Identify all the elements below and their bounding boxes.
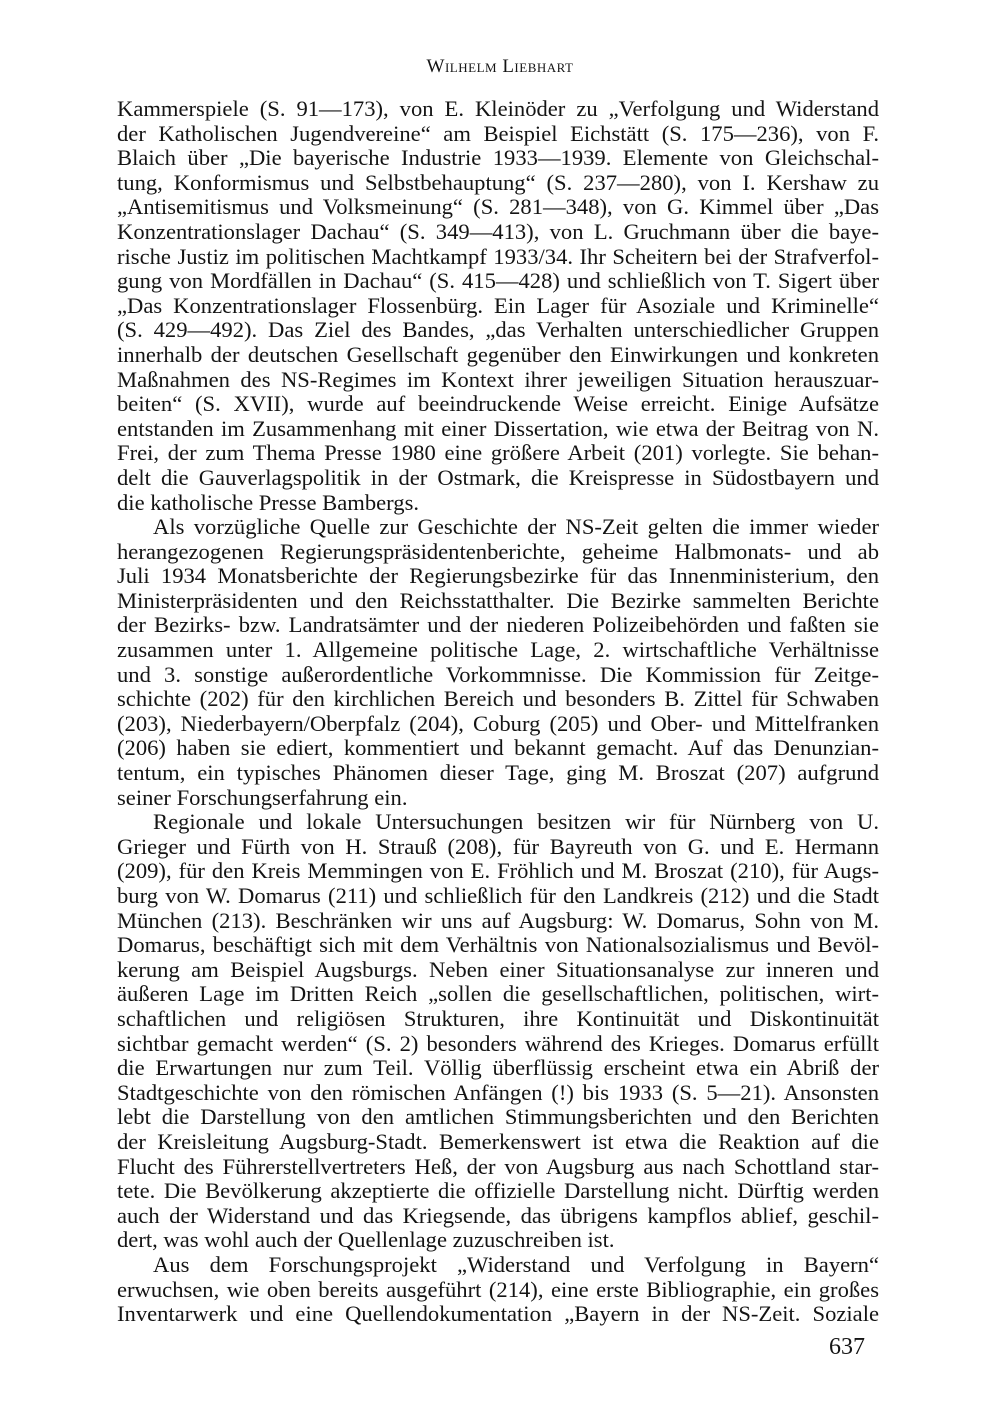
text-line: tentum, ein typisches Phänomen dieser Tage, ging M. Broszat (207) aufgrund [117, 760, 879, 786]
text-line: Blaich über „Die bayerische Industrie 1933—1939. Elemente von Gleichschal- [117, 145, 879, 171]
text-line: innerhalb der deutschen Gesellschaft gegenüber den Einwirkungen und konkreten [117, 341, 879, 367]
text-line: tung, Konformismus und Selbstbehauptung“ (S. 237—280), von I. Kershaw zu [117, 169, 879, 195]
text-line: Flucht des Führerstellvertreters Heß, der von Augsburg aus nach Schottland star- [117, 1153, 879, 1179]
text-line: zusammen unter 1. Allgemeine politische Lage, 2. wirtschaftliche Verhältnisse [117, 637, 879, 663]
text-line: äußeren Lage im Dritten Reich „sollen die gesellschaftlichen, politischen, wirt- [117, 981, 879, 1007]
text-line: rische Justiz im politischen Machtkampf 1933/34. Ihr Scheitern bei der Strafverfol- [117, 243, 879, 269]
text-line: herangezogenen Regierungspräsidentenberichte, geheime Halbmonats- und ab [117, 538, 879, 564]
text-line: lebt die Darstellung von den amtlichen Stimmungsberichten und den Berichten [117, 1104, 879, 1130]
text-line: erwuchsen, wie oben bereits ausgeführt (214), eine erste Bibliographie, ein großes [117, 1276, 879, 1302]
text-line: der Katholischen Jugendvereine“ am Beispiel Eichstätt (S. 175—236), von F. [117, 120, 879, 146]
page-number: 637 [829, 1334, 865, 1360]
text-line: Aus dem Forschungsprojekt „Widerstand und Verfolgung in Bayern“ [153, 1251, 879, 1277]
text-line: Inventarwerk und eine Quellendokumentation „Bayern in der NS-Zeit. Soziale [117, 1301, 879, 1327]
text-line: burg von W. Domarus (211) und schließlich für den Landkreis (212) und die Stadt [117, 883, 879, 908]
text-line: „Das Konzentrationslager Flossenbürg. Ein Lager für Asoziale und Kriminelle“ [117, 292, 879, 318]
text-line: die Erwartungen nur zum Teil. Völlig überflüssig erscheint etwa ein Abriß der [117, 1055, 879, 1081]
text-line: (209), für den Kreis Memmingen von E. Fröhlich und M. Broszat (210), für Augs- [117, 858, 879, 884]
body-text [117, 97, 879, 1327]
text-line: (203), Niederbayern/Oberpfalz (204), Coburg (205) und Ober- und Mittelfranken [117, 710, 879, 736]
text-line: entstanden im Zusammenhang mit einer Dissertation, wie etwa der Beitrag von N. [117, 415, 879, 441]
text-line: Maßnahmen des NS-Regimes im Kontext ihrer jeweiligen Situation herauszuar- [117, 366, 879, 392]
text-line: Juli 1934 Monatsberichte der Regierungsbezirke für das Innenministerium, den [117, 563, 879, 589]
text-line: „Antisemitismus und Volksmeinung“ (S. 281—348), von G. Kimmel über „Das [117, 194, 879, 220]
text-line: der Kreisleitung Augsburg-Stadt. Bemerkenswert ist etwa die Reaktion auf die [117, 1128, 879, 1154]
text-line: die katholische Presse Bambergs. [117, 489, 420, 515]
text-line: Kammerspiele (S. 91—173), von E. Kleinöder zu „Verfolgung und Widerstand [117, 96, 879, 121]
text-line: auch der Widerstand und das Kriegsende, das übrigens kampflos ablief, geschil- [117, 1202, 879, 1228]
text-line: Als vorzügliche Quelle zur Geschichte der NS-Zeit gelten die immer wieder [153, 514, 879, 540]
text-line: delt die Gauverlagspolitik in der Ostmark, die Kreispresse in Südostbayern und [117, 464, 879, 490]
text-line: der Bezirks- bzw. Landratsämter und der niederen Polizeibehörden und faßten sie [117, 612, 879, 638]
text-line: beiten“ (S. XVII), wurde auf beeindruckende Weise erreicht. Einige Aufsätze [117, 391, 879, 417]
text-line: kerung am Beispiel Augsburgs. Neben einer Situationsanalyse zur inneren und [117, 956, 879, 982]
text-line: schichte (202) für den kirchlichen Bereich und besonders B. Zittel für Schwaben [117, 686, 879, 712]
text-line: seiner Forschungserfahrung ein. [117, 784, 408, 810]
text-line: Grieger und Fürth von H. Strauß (208), für Bayreuth von G. und E. Hermann [117, 833, 879, 859]
text-line: Stadtgeschichte von den römischen Anfängen (!) bis 1933 (S. 5—21). Ansonsten [117, 1079, 879, 1105]
text-line: Frei, der zum Thema Presse 1980 eine größere Arbeit (201) vorlegte. Sie behan- [117, 440, 879, 466]
text-line: (S. 429—492). Das Ziel des Bandes, „das Verhalten unterschiedlicher Gruppen [117, 317, 879, 343]
text-line: Domarus, beschäftigt sich mit dem Verhältnis von Nationalsozialismus und Bevöl- [117, 932, 879, 958]
text-line: sichtbar gemacht werden“ (S. 2) besonders während des Krieges. Domarus erfüllt [117, 1030, 879, 1056]
text-line: München (213). Beschränken wir uns auf Augsburg: W. Domarus, Sohn von M. [117, 907, 879, 933]
text-line: (206) haben sie ediert, kommentiert und bekannt gemacht. Auf das Denunzian- [117, 735, 879, 761]
text-line: tete. Die Bevölkerung akzeptierte die offizielle Darstellung nicht. Dürftig werden [117, 1178, 879, 1204]
text-line: schaftlichen und religiösen Strukturen, ihre Kontinuität und Diskontinuität [117, 1005, 879, 1031]
text-line: Regionale und lokale Untersuchungen besitzen wir für Nürnberg von U. [153, 809, 879, 835]
running-head: Wilhelm Liebhart [426, 56, 574, 77]
text-line: und 3. sonstige außerordentliche Vorkommnisse. Die Kommission für Zeitge- [117, 661, 879, 687]
text-line: Ministerpräsidenten und den Reichsstatthalter. Die Bezirke sammelten Berichte [117, 587, 879, 613]
text-line: gung von Mordfällen in Dachau“ (S. 415—428) und schließlich von T. Sigert über [117, 268, 879, 294]
text-line: Konzentrationslager Dachau“ (S. 349—413), von L. Gruchmann über die baye- [117, 218, 879, 244]
text-line: dert, was wohl auch der Quellenlage zuzuschreiben ist. [117, 1227, 615, 1253]
